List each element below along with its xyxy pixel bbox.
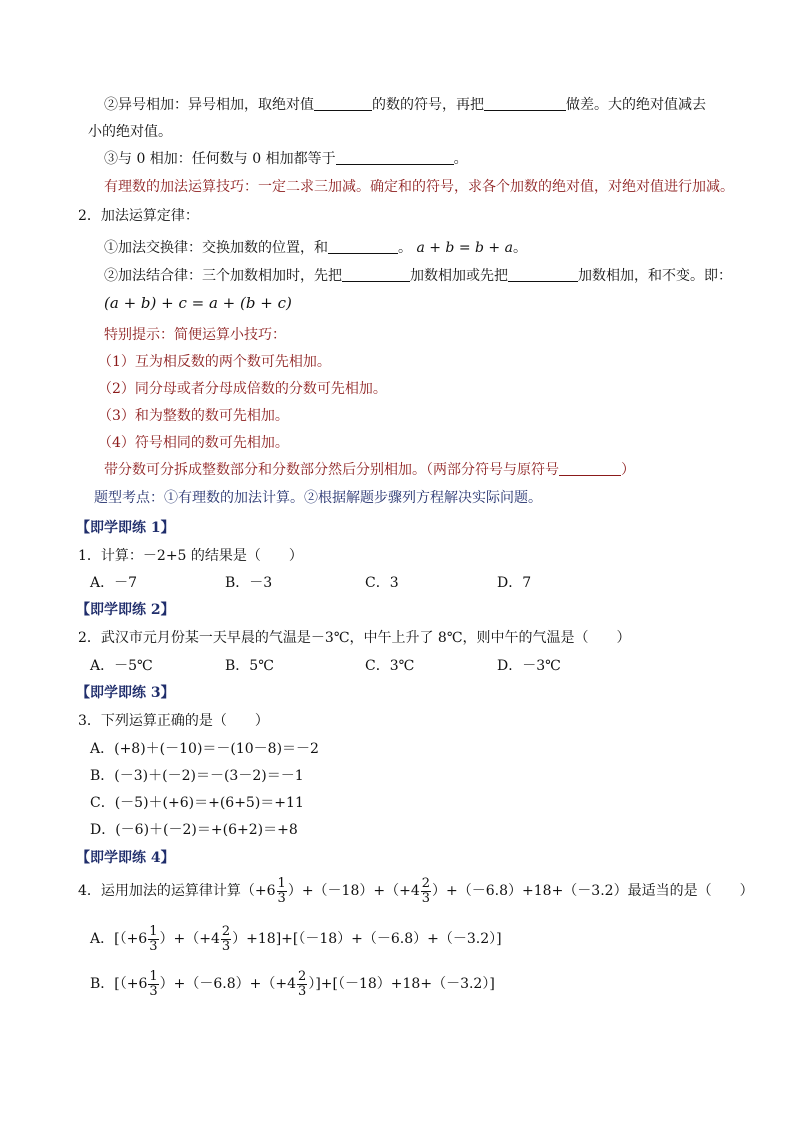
optA-text-c: ）+18]+[（－18）+（－6.8）+（－3.2）] (232, 931, 502, 947)
rule2-text-b: 的数的符号，再把 (372, 97, 484, 113)
rule2-text-a: ②异号相加：异号相加，取绝对值 (104, 97, 314, 113)
option-b[interactable]: B．5℃ (225, 658, 274, 674)
rule2-text-c: 做差。大的绝对值减去 (566, 97, 706, 113)
assoc-text-c: 加数相加，和不变。即： (578, 268, 732, 284)
associative-formula: (a + b) + c = a + (b + c) (104, 294, 292, 312)
tip-item: （4）符号相同的数可先相加。 (98, 435, 289, 451)
optA-text-a: A．[（+6 (90, 931, 148, 947)
exercise-label: 【即学即练 3】 (76, 685, 175, 701)
answer-blank[interactable] (484, 96, 566, 111)
exercise-label: 【即学即练 1】 (76, 520, 175, 536)
commutative-law (104, 238, 527, 258)
rule3-text-a: ③与 0 相加：任何数与 0 相加都等于 (104, 151, 336, 167)
fraction-two-thirds: $\frac{2}{3}$ (298, 968, 307, 999)
fraction-one-third: $\frac{1}{3}$ (149, 923, 158, 954)
option-c[interactable]: C．3℃ (365, 658, 415, 674)
exercise-question: 2．武汉市元月份某一天早晨的气温是－3℃，中午上升了 8℃，则中午的气温是（ ） (78, 630, 631, 646)
answer-blank[interactable] (314, 96, 372, 111)
option-b[interactable]: B．－3 (225, 575, 273, 591)
tip-item: （3）和为整数的数可先相加。 (98, 408, 289, 424)
optB-text-c: ）]+[（－18）+18+（－3.2）] (308, 976, 495, 992)
exercise-question: 1．计算：－2+5 的结果是（ ） (78, 548, 303, 564)
q4-text-b: ）+（－18）+（+4 (287, 883, 420, 899)
option-d[interactable]: D．(－6)＋(－2)＝+(6+2)＝+8 (90, 822, 298, 838)
option-a[interactable]: A．－7 (90, 575, 138, 591)
exercise-question (78, 873, 754, 909)
optB-text-b: ）+（－6.8）+（+4 (159, 976, 297, 992)
tip-item: （2）同分母或者分母成倍数的分数可先相加。 (98, 381, 387, 397)
option-a[interactable]: A．－5℃ (90, 658, 153, 674)
fraction-one-third: $\frac{1}{3}$ (277, 875, 286, 906)
tip-item: （1）互为相反数的两个数可先相加。 (98, 354, 331, 370)
option-a[interactable]: A．(+8)＋(－10)＝－(10－8)＝－2 (90, 741, 319, 757)
option-b[interactable]: B．(－3)＋(－2)＝－(3－2)＝－1 (90, 768, 304, 784)
mixed-text-a: 带分数可分拆成整数部分和分数部分然后分别相加。（两部分符号与原符号 (104, 462, 559, 478)
optB-text-a: B．[（+6 (90, 976, 148, 992)
tips-title: 特别提示：简便运算小技巧： (104, 327, 286, 343)
mixed-text-b: ） (621, 462, 635, 478)
exam-points: 题型考点：①有理数的加法计算。②根据解题步骤列方程解决实际问题。 (94, 490, 542, 506)
mixed-number-tip (104, 460, 635, 480)
fraction-one-third: $\frac{1}{3}$ (149, 968, 158, 999)
option-b[interactable] (90, 966, 495, 1002)
exercise-label: 【即学即练 2】 (76, 602, 175, 618)
answer-blank[interactable] (336, 150, 454, 165)
answer-blank[interactable] (342, 267, 410, 282)
rule2-continuation: 小的绝对值。 (88, 124, 172, 140)
exercise-label: 【即学即练 4】 (76, 850, 175, 866)
comm-text-a: ①加法交换律：交换加数的位置，和 (104, 240, 328, 256)
option-c[interactable]: C．3 (365, 575, 399, 591)
assoc-text-b: 加数相加或先把 (410, 268, 508, 284)
optA-text-b: ）+（+4 (159, 931, 220, 947)
answer-blank[interactable] (328, 239, 398, 254)
option-a[interactable] (90, 921, 502, 957)
answer-blank[interactable] (508, 267, 578, 282)
commutative-formula: a + b = b + a (416, 240, 513, 256)
answer-blank[interactable] (559, 461, 621, 476)
section-heading-laws: 2．加法运算定律： (78, 208, 199, 224)
option-c[interactable]: C．(－5)＋(+6)＝+(6+5)＝+11 (90, 795, 304, 811)
assoc-text-a: ②加法结合律：三个加数相加时，先把 (104, 268, 342, 284)
comm-text-b: 。 (398, 240, 412, 256)
rule-zero-add (104, 149, 468, 169)
exercise-question: 3．下列运算正确的是（ ） (78, 713, 269, 729)
q4-text-c: ）+（－6.8）+18+（－3.2）最适当的是（ ） (432, 883, 754, 899)
comm-text-end: 。 (512, 240, 527, 256)
fraction-two-thirds: $\frac{2}{3}$ (421, 875, 431, 906)
q4-text-a: 4．运用加法的运算律计算（+6 (78, 883, 276, 899)
rule3-text-b: 。 (453, 151, 468, 167)
fraction-two-thirds: $\frac{2}{3}$ (221, 923, 231, 954)
option-d[interactable]: D．7 (497, 575, 532, 591)
rule-opposite-sign (104, 95, 706, 115)
addition-tip: 有理数的加法运算技巧：一定二求三加减。确定和的符号，求各个加数的绝对值，对绝对值进行加减。 (104, 179, 734, 195)
associative-law (104, 266, 732, 286)
option-d[interactable]: D．－3℃ (497, 658, 561, 674)
